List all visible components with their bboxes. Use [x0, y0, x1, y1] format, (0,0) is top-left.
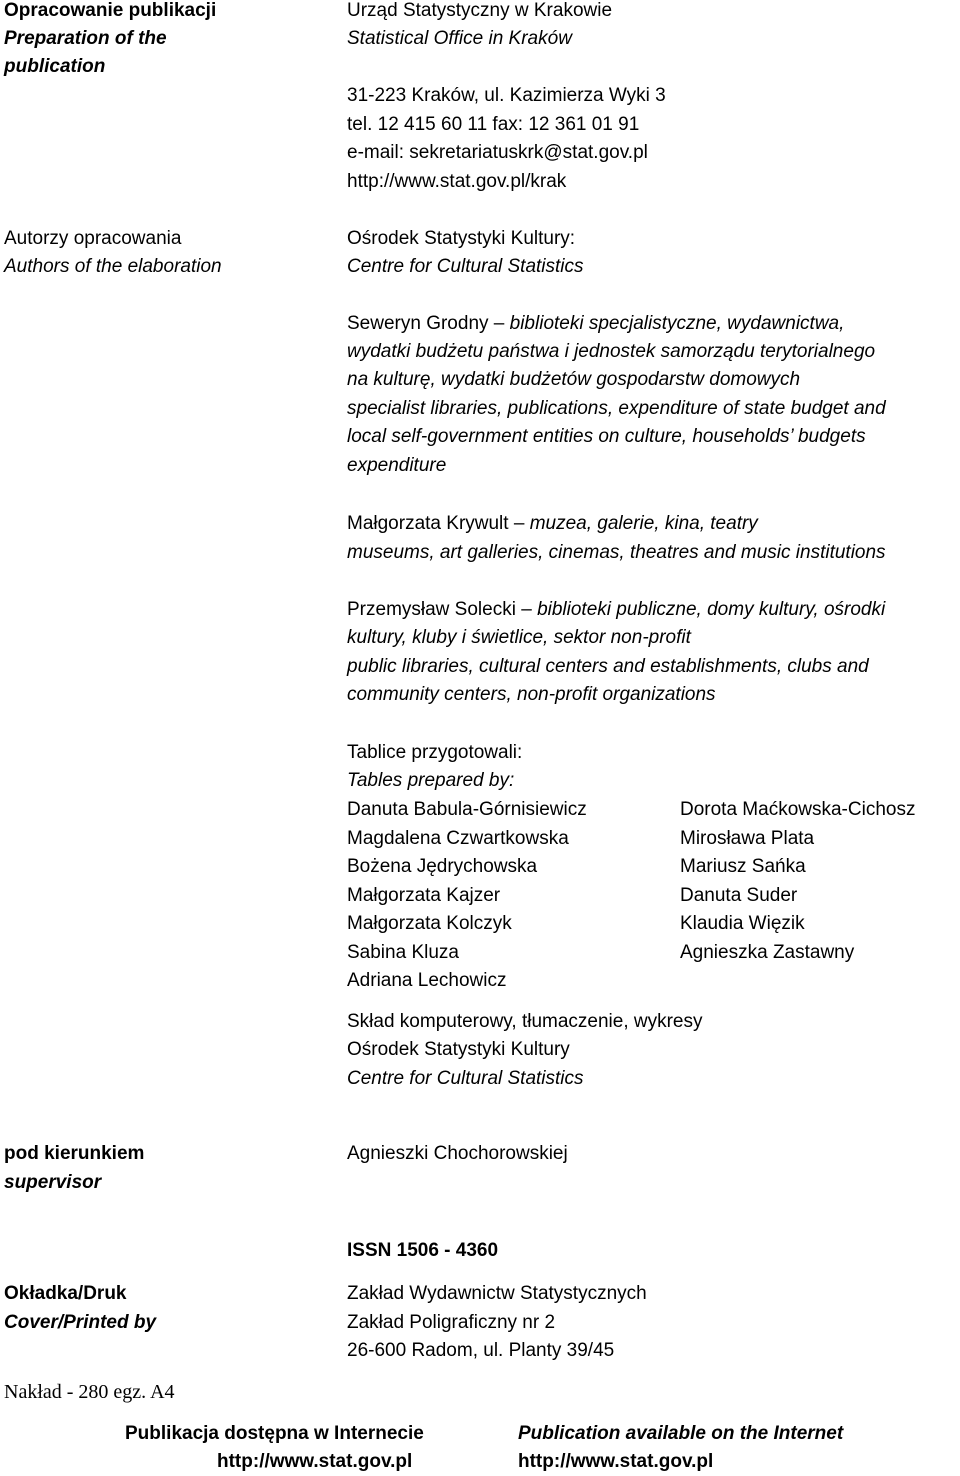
- preparer-name: Adriana Lechowicz: [347, 970, 507, 991]
- centre-name-en: Centre for Cultural Statistics: [347, 256, 584, 277]
- preparer-name: Dorota Maćkowska-Cichosz: [680, 799, 916, 820]
- footer-pl-url: http://www.stat.gov.pl: [217, 1451, 413, 1472]
- author-topics-en: local self-government entities on culture, households’ budgets: [347, 426, 866, 447]
- typesetting-line: Ośrodek Statystyki Kultury: [347, 1039, 570, 1060]
- print-label-pl: Okładka/Druk: [4, 1283, 127, 1304]
- preparer-name: Mirosława Plata: [680, 828, 815, 849]
- author-topics-pl: biblioteki publiczne, domy kultury, ośrodki: [537, 599, 886, 620]
- preparer-name: Bożena Jędrychowska: [347, 856, 538, 877]
- preparer-name: Sabina Kluza: [347, 942, 459, 963]
- author-dash: –: [515, 599, 538, 620]
- footer-pl-label: Publikacja dostępna w Internecie: [125, 1423, 424, 1444]
- issn: ISSN 1506 - 4360: [347, 1240, 499, 1261]
- preparer-name: Danuta Suder: [680, 885, 798, 906]
- office-name-pl: Urząd Statystyczny w Krakowie: [347, 0, 613, 21]
- footer-en-url: http://www.stat.gov.pl: [518, 1451, 714, 1472]
- author-topics-en: expenditure: [347, 455, 447, 476]
- author-name: Seweryn Grodny: [347, 313, 489, 334]
- printer-line: Zakład Wydawnictw Statystycznych: [347, 1283, 647, 1304]
- author-dash: –: [488, 313, 510, 334]
- printer-line: 26-600 Radom, ul. Planty 39/45: [347, 1340, 615, 1361]
- office-email: e-mail: sekretariatuskrk@stat.gov.pl: [347, 142, 648, 163]
- centre-name-pl: Ośrodek Statystyki Kultury:: [347, 228, 576, 249]
- tables-label-en: Tables prepared by:: [347, 770, 515, 791]
- authors-label-en: Authors of the elaboration: [4, 256, 222, 277]
- author-dash: –: [508, 513, 530, 534]
- typesetting-line: Skład komputerowy, tłumaczenie, wykresy: [347, 1011, 703, 1032]
- prep-label-en-2: publication: [4, 56, 106, 77]
- author-topics-pl: kultury, kluby i świetlice, sektor non-profit: [347, 627, 691, 648]
- office-name-en: Statistical Office in Kraków: [347, 28, 572, 49]
- supervisor-label-pl: pod kierunkiem: [4, 1143, 145, 1164]
- authors-label-pl: Autorzy opracowania: [4, 228, 182, 249]
- author-entry: [347, 310, 844, 338]
- typesetting-line: Centre for Cultural Statistics: [347, 1068, 584, 1089]
- author-name: Małgorzata Krywult: [347, 513, 509, 534]
- author-entry: [347, 596, 885, 624]
- author-topics-pl: wydatki budżetu państwa i jednostek samorządu terytorialnego: [347, 341, 876, 362]
- supervisor-label-en: supervisor: [4, 1172, 102, 1193]
- preparer-name: Magdalena Czwartkowska: [347, 828, 569, 849]
- office-url: http://www.stat.gov.pl/krak: [347, 171, 567, 192]
- office-phone: tel. 12 415 60 11 fax: 12 361 01 91: [347, 114, 640, 135]
- prep-label-en-1: Preparation of the: [4, 28, 167, 49]
- author-name: Przemysław Solecki: [347, 599, 516, 620]
- author-topics-en: museums, art galleries, cinemas, theatres and music institutions: [347, 542, 886, 563]
- preparer-name: Klaudia Więzik: [680, 913, 805, 934]
- supervisor-name: Agnieszki Chochorowskiej: [347, 1143, 568, 1164]
- preparer-name: Małgorzata Kajzer: [347, 885, 501, 906]
- print-label-en: Cover/Printed by: [4, 1312, 157, 1333]
- preparer-name: Małgorzata Kolczyk: [347, 913, 512, 934]
- author-topics-en: public libraries, cultural centers and establishments, clubs and: [347, 656, 869, 677]
- prep-label-pl: Opracowanie publikacji: [4, 0, 217, 21]
- preparer-name: Mariusz Sańka: [680, 856, 806, 877]
- author-entry: [347, 510, 758, 538]
- tables-label-pl: Tablice przygotowali:: [347, 742, 523, 763]
- author-topics-pl: na kulturę, wydatki budżetów gospodarstw domowych: [347, 369, 801, 390]
- preparer-name: Agnieszka Zastawny: [680, 942, 855, 963]
- print-run: Nakład - 280 egz. A4: [4, 1381, 175, 1403]
- preparer-name: Danuta Babula-Górnisiewicz: [347, 799, 587, 820]
- printer-line: Zakład Poligraficzny nr 2: [347, 1312, 556, 1333]
- office-address: 31-223 Kraków, ul. Kazimierza Wyki 3: [347, 85, 666, 106]
- author-topics-pl: muzea, galerie, kina, teatry: [529, 513, 758, 534]
- author-topics-en: community centers, non-profit organizations: [347, 684, 716, 705]
- footer-en-label: Publication available on the Internet: [518, 1423, 844, 1444]
- author-topics-en: specialist libraries, publications, expenditure of state budget and: [347, 398, 886, 419]
- author-topics-pl: biblioteki specjalistyczne, wydawnictwa,: [509, 313, 845, 334]
